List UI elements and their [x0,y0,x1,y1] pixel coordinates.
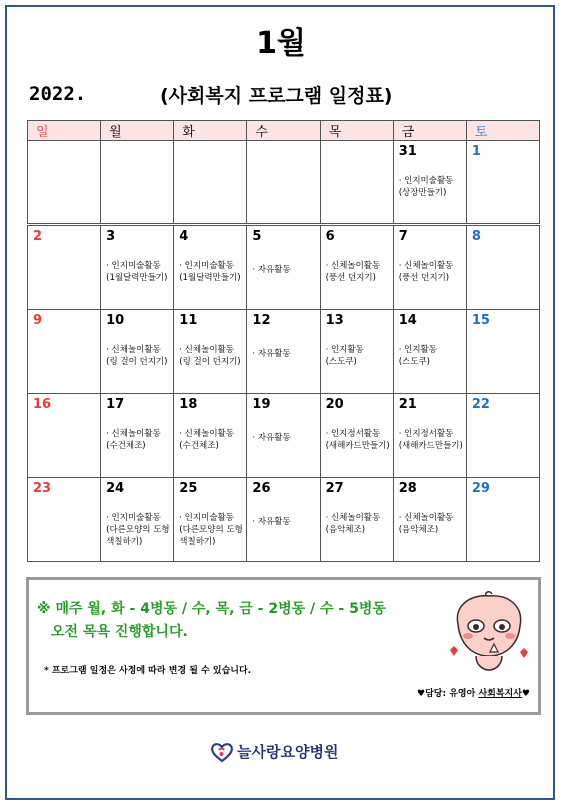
activity-text: · 신체놀이활동 (수건체조) [106,429,161,451]
week-row [28,478,540,562]
day-cell [101,225,174,310]
calendar-table [27,120,540,562]
hospital-logo [210,738,350,766]
day-cell [28,310,101,394]
day-cell [247,478,320,562]
activity-text: · 인지미술활동 (1월달력만들기) [179,261,241,283]
activity-text: · 인지정서활동 (새해카드만들기) [325,429,390,451]
day-cell [28,141,101,225]
day-number: 15 [471,313,490,328]
activity-text: · 자유활동 [252,265,291,275]
day-cell [466,478,539,562]
day-number: 22 [471,397,490,412]
activity-text: · 신체놀이활동 (수건체조) [179,429,234,451]
day-number: 14 [398,313,417,328]
day-cell [101,478,174,562]
day-number: 23 [33,481,52,496]
day-number: 6 [325,229,335,244]
day-number: 18 [179,397,198,412]
activity-text: · 자유활동 [252,517,291,527]
day-number: 24 [106,481,125,496]
day-cell [247,225,320,310]
day-cell [466,394,539,478]
day-number: 5 [252,229,262,244]
activity-text: · 인지미술활동 (다른모양의 도형 색칠하기) [106,513,170,547]
manager-title: 사회복지사 [478,689,522,699]
day-cell [28,478,101,562]
day-cell [393,310,466,394]
day-number: 3 [106,229,116,244]
activity-text: · 인지미술활동 (1월달력만들기) [106,261,168,283]
activity-text: · 인지미술활동 (상장만들기) [398,176,454,198]
day-number: 12 [252,313,271,328]
day-number: 17 [106,397,125,412]
day-cell [101,310,174,394]
day-cell [28,394,101,478]
activity-text: · 신체놀이활동 (음악체조) [398,513,454,535]
day-cell [174,225,247,310]
activity-text: · 인지활동 (스도쿠) [398,345,437,367]
day-number: 20 [325,397,344,412]
day-number: 10 [106,313,125,328]
weekday-header: 수 [247,121,320,141]
weekday-header: 일 [28,121,101,141]
weekday-header-row [28,121,540,141]
day-number: 4 [179,229,189,244]
weekday-header: 토 [466,121,539,141]
day-number: 25 [179,481,198,496]
activity-text: · 인지정서활동 (새해카드만들기) [398,429,463,451]
notice-box [26,577,541,715]
weekday-header: 월 [101,121,174,141]
day-number: 7 [398,229,408,244]
day-number: 2 [33,229,43,244]
bath-notice-line: 오전 목욕 진행합니다. [51,624,188,640]
day-cell [466,310,539,394]
activity-text: · 자유활동 [252,433,291,443]
day-number: 26 [252,481,271,496]
day-cell [393,394,466,478]
manager-name: ♥담당: 유영아 [417,689,479,699]
day-number: 31 [398,144,417,159]
bath-notice [37,598,386,644]
day-cell [320,478,393,562]
weekday-header: 금 [393,121,466,141]
day-number: 21 [398,397,417,412]
activity-text: · 신체놀이활동 (음악체조) [325,513,381,535]
day-cell [466,141,539,225]
page-title: 1월 [256,26,306,61]
manager-info [417,686,530,699]
day-number: 9 [33,313,43,328]
weekday-header: 화 [174,121,247,141]
day-cell [247,141,320,225]
day-number: 11 [179,313,198,328]
heart-logo-icon [210,740,234,764]
week-row [28,394,540,478]
week-row [28,225,540,310]
week-row [28,141,540,225]
day-cell [174,310,247,394]
day-number: 28 [398,481,417,496]
day-number: 19 [252,397,271,412]
activity-text: · 자유활동 [252,349,291,359]
day-number: 16 [33,397,52,412]
activity-text: · 신체놀이활동 (링 걸이 던지기) [106,345,168,367]
day-cell [247,310,320,394]
activity-text: · 신체놀이활동 (풍선 던지기) [398,261,454,283]
weekday-header: 목 [320,121,393,141]
hospital-name: 늘사랑요양병원 [237,743,339,761]
activity-text: · 신체놀이활동 (풍선 던지기) [325,261,381,283]
year-label: 2022. [29,83,87,105]
peach-mascot-image [446,590,532,674]
day-number: 8 [471,229,481,244]
day-cell [320,141,393,225]
day-number: 1 [471,144,481,159]
page-subtitle: (사회복지 프로그램 일정표) [160,85,393,107]
activity-text: · 인지활동 (스도쿠) [325,345,364,367]
day-cell [320,310,393,394]
day-cell [174,141,247,225]
day-cell [101,141,174,225]
day-cell [101,394,174,478]
activity-text: · 인지미술활동 (다른모양의 도형 색칠하기) [179,513,243,547]
week-row [28,310,540,394]
day-cell [28,225,101,310]
day-cell [174,394,247,478]
day-cell [393,478,466,562]
manager-heart: ♥ [521,689,530,699]
day-cell [320,394,393,478]
day-cell [393,141,466,225]
schedule-change-note: * 프로그램 일정은 사정에 따라 변경 될 수 있습니다. [44,666,252,676]
day-number: 27 [325,481,344,496]
day-cell [247,394,320,478]
day-number: 13 [325,313,344,328]
bath-notice-line: ※ 매주 월, 화 - 4병동 / 수, 목, 금 - 2병동 / 수 - 5병동 [37,601,386,617]
day-number: 29 [471,481,490,496]
day-cell [174,478,247,562]
day-cell [466,225,539,310]
day-cell [393,225,466,310]
activity-text: · 신체놀이활동 (링 걸이 던지기) [179,345,241,367]
day-cell [320,225,393,310]
